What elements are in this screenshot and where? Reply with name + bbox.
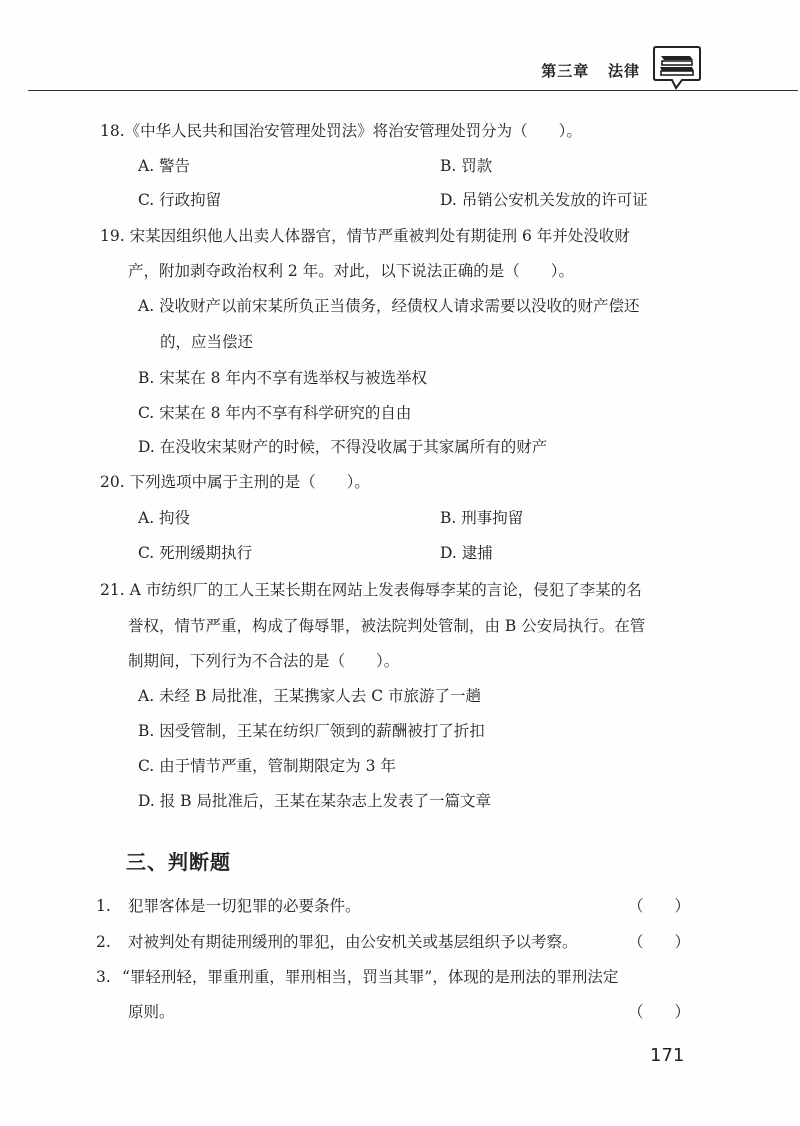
judgment-number: 2. [96, 933, 111, 951]
question-text: 宋某因组织他人出卖人体器官，情节严重被判处有期徒刑 6 年并处没收财 [129, 227, 630, 245]
page-number: 171 [650, 1045, 685, 1066]
option: C. 由于情节严重，管制期限定为 3 年 [138, 757, 396, 775]
judgment-text: 对被判处有期徒刑缓刑的罪犯，由公安机关或基层组织予以考察。 [128, 933, 578, 951]
option: B. 宋某在 8 年内不享有选举权与被选举权 [138, 369, 427, 387]
option: C. 死刑缓期执行 [138, 544, 253, 562]
question-21-stem [100, 580, 642, 600]
option: D. 报 B 局批准后，王某在某杂志上发表了一篇文章 [138, 792, 491, 810]
answer-blank: （ ） [628, 1003, 691, 1021]
answer-blank: （ ） [628, 897, 691, 915]
question-text-continued: 制期间，下列行为不合法的是（ ）。 [128, 652, 400, 670]
question-19-stem [100, 226, 630, 246]
page-header [0, 0, 800, 95]
judgment-text: 犯罪客体是一切犯罪的必要条件。 [128, 897, 361, 915]
option: D. 在没收宋某财产的时候，不得没收属于其家属所有的财产 [138, 438, 548, 456]
option: B. 刑事拘留 [440, 509, 524, 527]
option: A. 拘役 [138, 509, 191, 527]
section-heading: 三、判断题 [126, 850, 231, 874]
judgment-number: 3. [96, 968, 111, 986]
judgment-text: “罪轻刑轻，罪重刑重，罪刑相当，罚当其罪”，体现的是刑法的罪刑法定 [122, 968, 619, 986]
option: A. 没收财产以前宋某所负正当债务，经债权人请求需要以没收的财产偿还 [138, 297, 640, 315]
option: A. 未经 B 局批准，王某携家人去 C 市旅游了一趟 [138, 687, 482, 705]
header-divider [28, 90, 798, 91]
chapter-label: 第三章 [541, 62, 590, 80]
question-number: 18. [100, 122, 125, 140]
option: D. 逮捕 [440, 544, 493, 562]
question-text: A 市纺织厂的工人王某长期在网站上发表侮辱李某的言论，侵犯了李某的名 [129, 581, 642, 599]
question-number: 21. [100, 581, 125, 599]
option: A. 警告 [138, 157, 191, 175]
option: D. 吊销公安机关发放的许可证 [440, 191, 648, 209]
question-20-stem [100, 472, 370, 492]
option-continued: 的，应当偿还 [160, 333, 254, 351]
question-number: 19. [100, 227, 125, 245]
question-number: 20. [100, 473, 125, 491]
option: B. 因受管制，王某在纺织厂领到的薪酬被打了折扣 [138, 722, 485, 740]
question-text: 《中华人民共和国治安管理处罚法》将治安管理处罚分为（ ）。 [124, 122, 582, 140]
question-text: 下列选项中属于主刑的是（ ）。 [129, 473, 370, 491]
option: C. 宋某在 8 年内不享有科学研究的自由 [138, 404, 412, 422]
option: C. 行政拘留 [138, 191, 222, 209]
answer-blank: （ ） [628, 933, 691, 951]
books-icon [652, 44, 702, 90]
judgment-number: 1. [96, 897, 111, 915]
option: B. 罚款 [440, 157, 493, 175]
question-text-continued: 产，附加剥夺政治权利 2 年。对此，以下说法正确的是（ ）。 [128, 262, 574, 280]
chapter-subject: 法律 [607, 62, 640, 80]
question-text-continued: 誉权，情节严重，构成了侮辱罪，被法院判处管制，由 B 公安局执行。在管 [128, 617, 646, 635]
question-18-stem [100, 121, 582, 141]
chapter-heading [541, 60, 640, 81]
judgment-text-continued: 原则。 [128, 1003, 175, 1021]
